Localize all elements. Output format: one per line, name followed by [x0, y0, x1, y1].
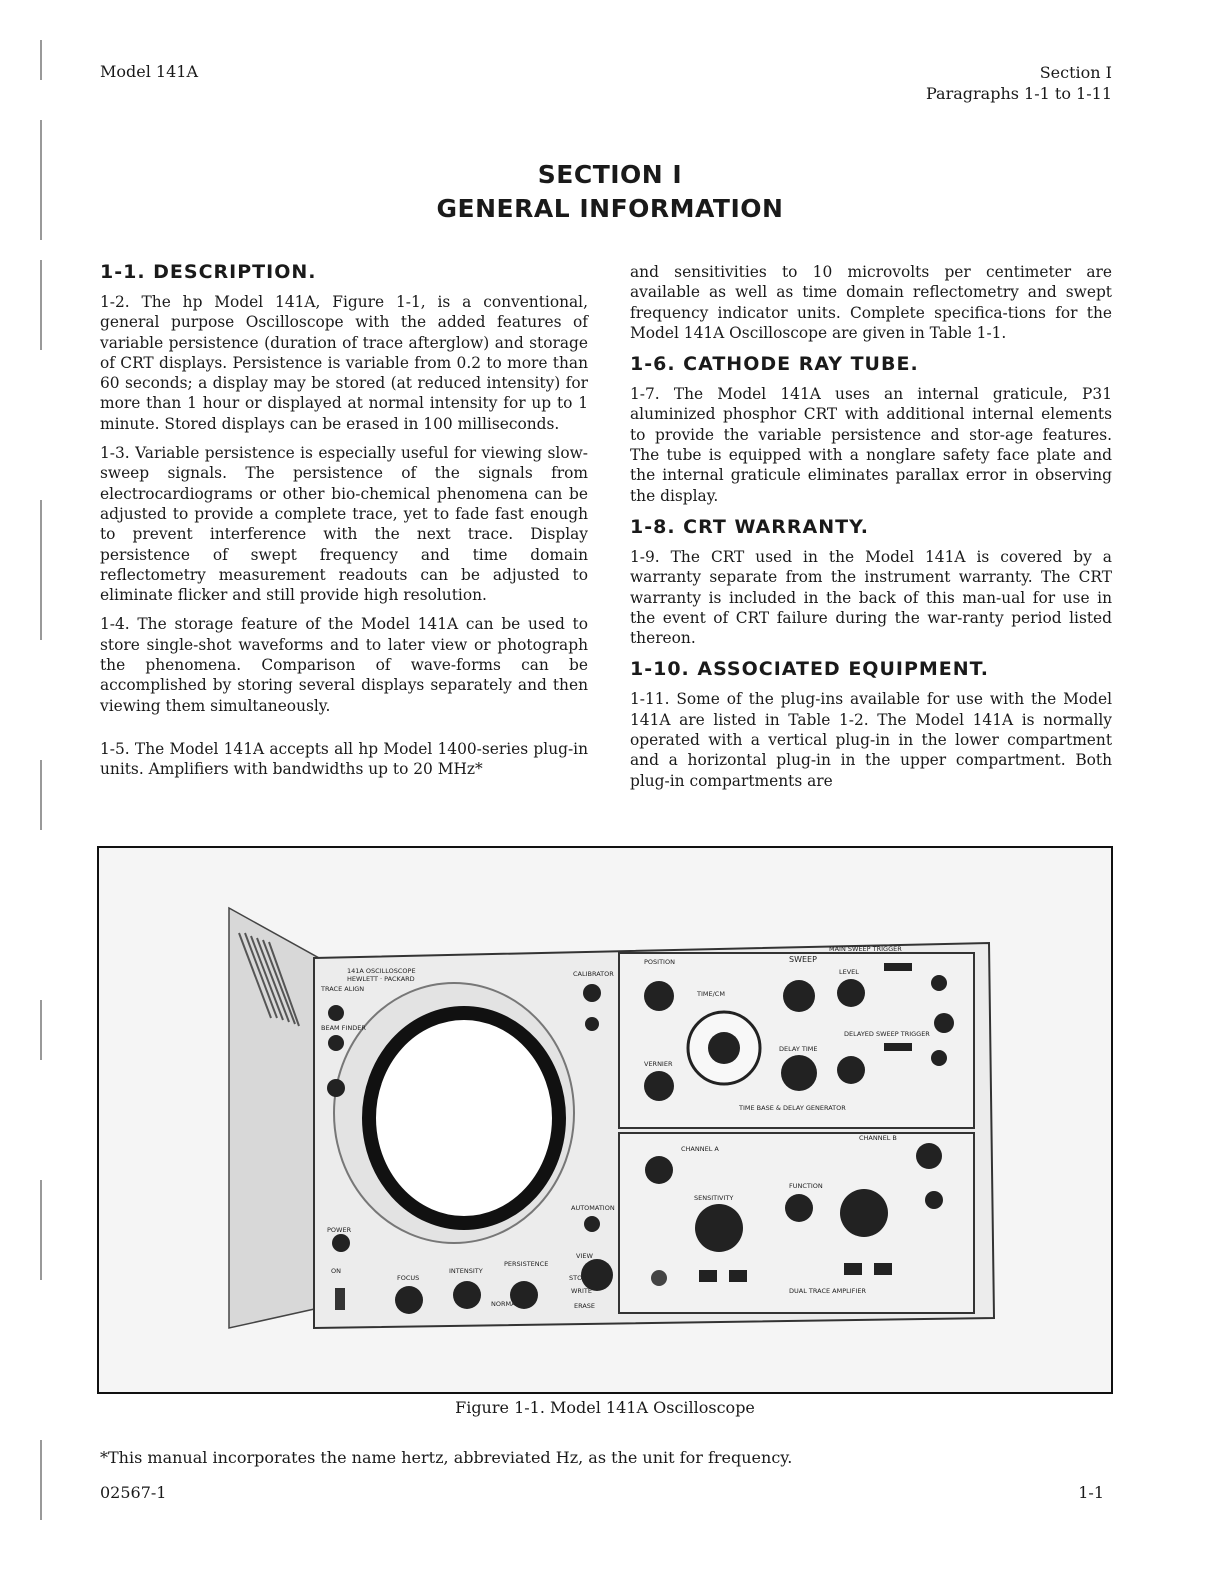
delayed-level-knob — [837, 1056, 865, 1084]
power-label: POWER — [327, 1226, 352, 1234]
delay-time-knob — [781, 1055, 817, 1091]
trace-align-label: TRACE ALIGN — [321, 985, 365, 993]
on-label: ON — [331, 1267, 341, 1275]
crt-screen — [369, 1013, 559, 1223]
level-label: LEVEL — [839, 968, 859, 976]
oscilloscope-illustration — [99, 848, 1111, 1392]
trace-align-control — [328, 1005, 344, 1021]
channel-b-label: CHANNEL B — [859, 1134, 897, 1142]
main-level-knob — [837, 979, 865, 1007]
channel-b-input — [925, 1191, 943, 1209]
maker-label: HEWLETT · PACKARD — [347, 975, 415, 983]
main-sweep-trigger-label: MAIN SWEEP TRIGGER — [829, 945, 902, 953]
channel-b-position-knob — [916, 1143, 942, 1169]
vernier-label: VERNIER — [644, 1060, 673, 1068]
footnote: *This manual incorporates the name hertz, abbreviated Hz, as the unit for frequency. — [100, 1448, 793, 1467]
section-name: GENERAL INFORMATION — [436, 194, 784, 223]
trigger-input — [931, 1050, 947, 1066]
beam-finder-label: BEAM FINDER — [321, 1024, 366, 1032]
heading-crt-warranty: 1-8. CRT WARRANTY. — [630, 515, 869, 538]
trigger-input — [934, 1013, 954, 1033]
left-column — [100, 256, 588, 789]
paragraph-1-9: 1-9. The CRT used in the Model 141A is covered by a warranty separate from the instrument warranty. The CRT warranty is included in the back of this man-ual for use in the event of CRT failure during the war-ranty period listed thereon. — [630, 547, 1112, 648]
erase-label: ERASE — [574, 1302, 596, 1310]
vernier-knob — [644, 1071, 674, 1101]
calibrator-terminal — [585, 1017, 599, 1031]
automation-button — [584, 1216, 600, 1232]
store-label: STORE — [569, 1274, 591, 1282]
intensity-knob — [453, 1281, 481, 1309]
sweep-mode-knob — [783, 980, 815, 1012]
figure-caption: Figure 1-1. Model 141A Oscilloscope — [455, 1398, 755, 1417]
section-number: SECTION I — [537, 160, 683, 189]
binder-mark — [40, 1180, 42, 1280]
paragraph-1-7: 1-7. The Model 141A uses an internal graticule, P31 aluminized phosphor CRT with additional internal elements to provide the variable persistence and stor-age features. The tube is equipped with a nonglare safety face plate and the internal graticule eliminates parallax error in observing the display. — [630, 385, 1112, 505]
persistence-label: PERSISTENCE — [504, 1260, 549, 1268]
paragraph-1-3: 1-3. Variable persistence is especially useful for viewing slow-sweep signals. The persistence of the signals from electrocardiograms or other bio-chemical phenomena can be adjusted to provide a complete trace, yet to fade fast enough to prevent interference with the next trace. Display persistence of swept frequency and time domain reflectometry measurement readouts can be adjusted to eliminate flicker and still provide high resolution. — [100, 444, 588, 605]
calibrator-label: CALIBRATOR — [573, 970, 614, 978]
function-label: FUNCTION — [789, 1182, 823, 1190]
beam-finder-button — [328, 1035, 344, 1051]
delayed-sweep-trigger-label: DELAYED SWEEP TRIGGER — [844, 1030, 930, 1038]
binder-mark — [40, 1440, 42, 1520]
channel-a-sensitivity-knob — [695, 1204, 743, 1252]
binder-mark — [40, 1000, 42, 1060]
header-section: Section I — [1039, 63, 1112, 82]
document-number: 02567-1 — [100, 1483, 167, 1502]
paragraph-1-11: 1-11. Some of the plug-ins available for use with the Model 141A are listed in Table 1-2. The Model 141A is normally operated with a vertical plug-in in the lower compartment and a horizontal plug-in in the upper compartment. Both plug-in compartments are — [630, 690, 1112, 790]
header-model: Model 141A — [100, 62, 199, 81]
right-column — [630, 262, 1112, 800]
timebase-label: TIME BASE & DELAY GENERATOR — [739, 1104, 846, 1112]
binder-mark — [40, 260, 42, 350]
time-cm-knob — [708, 1032, 740, 1064]
channel-a-label: CHANNEL A — [681, 1145, 719, 1153]
binder-mark — [40, 120, 42, 240]
time-cm-label: TIME/CM — [697, 990, 725, 998]
automation-label: AUTOMATION — [571, 1204, 615, 1212]
trigger-input — [931, 975, 947, 991]
paragraph-1-5: 1-5. The Model 141A accepts all hp Model 1400-series plug-in units. Amplifiers with bandwidths up to 20 MHz* — [100, 739, 588, 779]
brand-label: 141A OSCILLOSCOPE — [347, 967, 416, 975]
heading-description: 1-1. DESCRIPTION. — [100, 261, 317, 283]
channel-a-position-knob — [645, 1156, 673, 1184]
normal-label: NORMAL — [491, 1300, 520, 1308]
heading-associated-equipment: 1-10. ASSOCIATED EQUIPMENT. — [630, 658, 989, 681]
power-toggle — [335, 1288, 345, 1310]
binder-mark — [40, 500, 42, 640]
delay-time-label: DELAY TIME — [779, 1045, 818, 1053]
sensitivity-label: SENSITIVITY — [694, 1194, 734, 1202]
sweep-label: SWEEP — [789, 955, 817, 964]
paragraph-1-2: 1-2. The hp Model 141A, Figure 1-1, is a conventional, general purpose Oscilloscope with the added features of variable persistence (duration of trace afterglow) and storage of CRT displays. Persistence is variable from 0.2 to more than 60 seconds; a display may be stored (at reduced intensity) for more than 1 hour or displayed at normal intensity for up to 1 minute. Stored displays can be erased in 100 milliseconds. — [100, 293, 588, 433]
header-paragraphs: Paragraphs 1-1 to 1-11 — [926, 84, 1112, 103]
heading-cathode-ray-tube: 1-6. CATHODE RAY TUBE. — [630, 353, 919, 376]
position-knob — [644, 981, 674, 1011]
header-section-info — [926, 62, 1112, 104]
focus-label: FOCUS — [397, 1274, 420, 1282]
channel-b-sensitivity-knob — [840, 1189, 888, 1237]
write-label: WRITE — [571, 1287, 592, 1295]
knob — [327, 1079, 345, 1097]
time-base-plugin — [619, 953, 974, 1128]
binder-mark — [40, 760, 42, 830]
intensity-label: INTENSITY — [449, 1267, 483, 1275]
calibrator-terminal — [583, 984, 601, 1002]
view-label: VIEW — [576, 1252, 593, 1260]
oscilloscope-figure — [97, 846, 1113, 1394]
paragraph-1-4: 1-4. The storage feature of the Model 141A can be used to store single-shot waveforms and to later view or photograph the phenomena. Comparison of wave-forms can be accomplished by storing several displays separately and then viewing them simultaneously. — [100, 615, 588, 715]
section-title — [380, 158, 840, 226]
page-number: 1-1 — [1078, 1483, 1104, 1502]
position-label: POSITION — [644, 958, 675, 966]
dual-trace-label: DUAL TRACE AMPLIFIER — [789, 1287, 866, 1295]
function-knob — [785, 1194, 813, 1222]
channel-a-input — [651, 1270, 667, 1286]
focus-knob — [395, 1286, 423, 1314]
power-switch — [332, 1234, 350, 1252]
binder-mark — [40, 40, 42, 80]
paragraph-1-5-continued: and sensitivities to 10 microvolts per centimeter are available as well as time domain reflectometry and swept frequency indicator units. Complete specifica-tions for the Model 141A Oscilloscope are given in Table 1-1. — [630, 263, 1112, 342]
